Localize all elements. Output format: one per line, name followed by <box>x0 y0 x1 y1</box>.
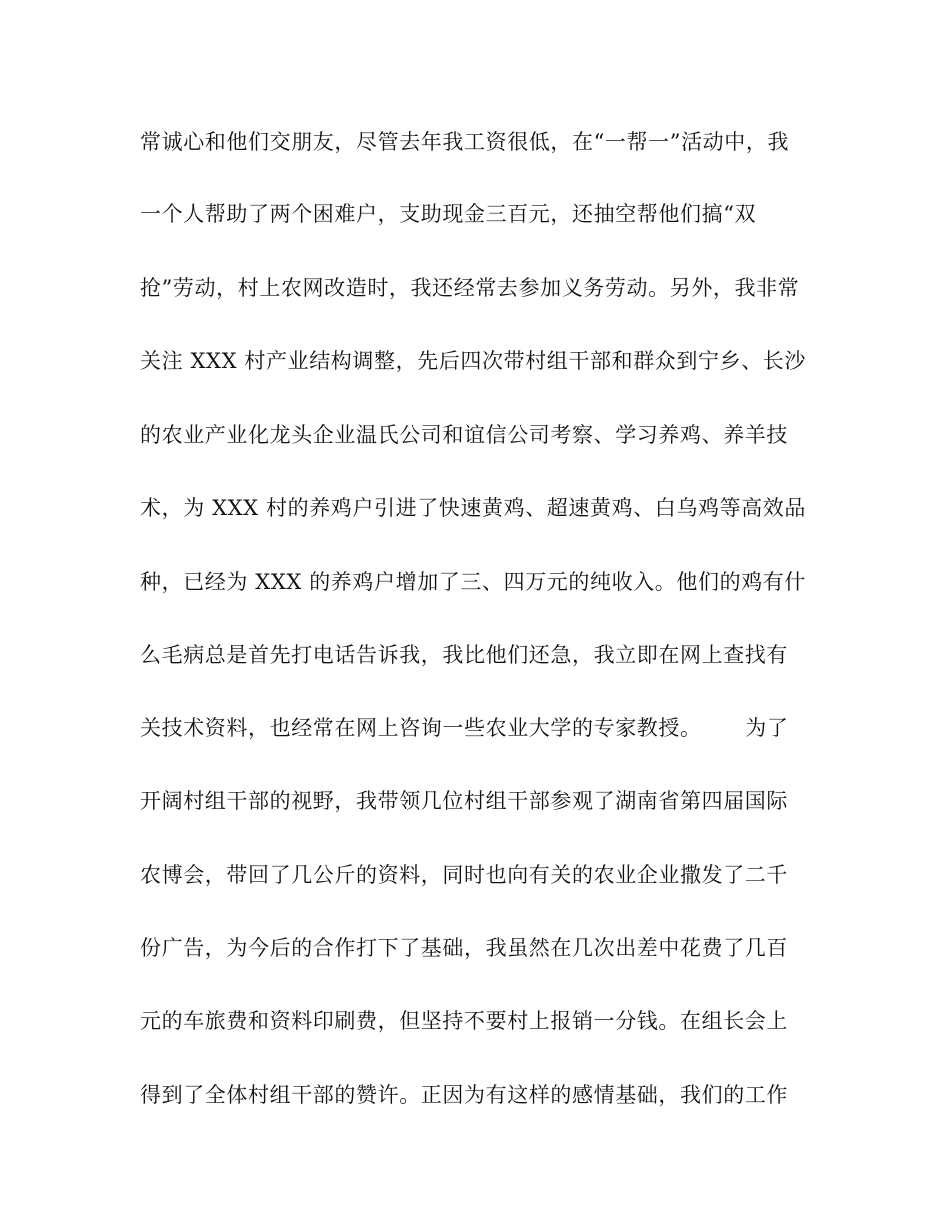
text-line: 术，为 XXX 村的养鸡户引进了快速黄鸡、超速黄鸡、白乌鸡等高效品 <box>140 496 806 520</box>
text-line: 抢”劳动，村上农网改造时，我还经常去参加义务劳动。另外，我非常 <box>140 276 800 300</box>
text-line: 份广告，为今后的合作打下了基础，我虽然在几次出差中花费了几百 <box>140 936 788 960</box>
text-line: 常诚心和他们交朋友，尽管去年我工资很低，在“一帮一”活动中，我 <box>140 130 790 154</box>
text-line: 关技术资料，也经常在网上咨询一些农业大学的专家教授。 为了 <box>140 716 789 740</box>
text-line: 种，已经为 XXX 的养鸡户增加了三、四万元的纯收入。他们的鸡有什 <box>140 570 806 594</box>
text-line: 一个人帮助了两个困难户，支助现金三百元，还抽空帮他们搞“双 <box>140 202 757 226</box>
text-line: 么毛病总是首先打电话告诉我，我比他们还急，我立即在网上查找有 <box>140 643 788 667</box>
text-line: 元的车旅费和资料印刷费，但坚持不要村上报销一分钱。在组长会上 <box>140 1009 788 1033</box>
text-line: 的农业产业化龙头企业温氏公司和谊信公司考察、学习养鸡、养羊技 <box>140 423 788 447</box>
text-line: 关注 XXX 村产业结构调整，先后四次带村组干部和群众到宁乡、长沙 <box>140 349 806 373</box>
text-line: 得到了全体村组干部的赞许。正因为有这样的感情基础，我们的工作 <box>140 1083 788 1107</box>
text-line: 农博会，带回了几公斤的资料，同时也向有关的农业企业撒发了二千 <box>140 863 788 887</box>
text-line: 开阔村组干部的视野，我带领几位村组干部参观了湖南省第四届国际 <box>140 789 788 813</box>
